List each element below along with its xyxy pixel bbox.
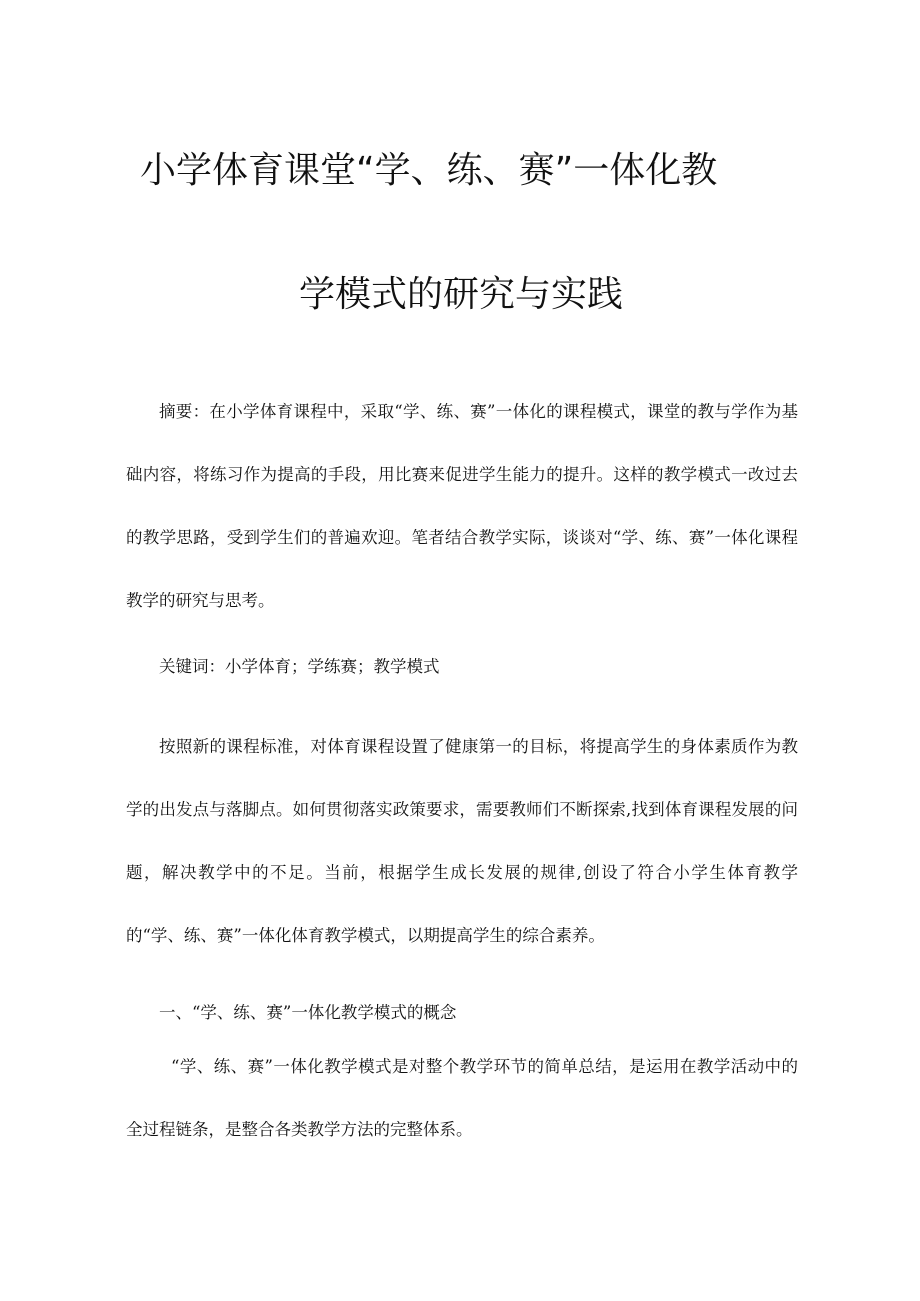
abstract-paragraph: 摘要：在小学体育课程中，采取“学、练、赛”一体化的课程模式，课堂的教与学作为基础内容，将练习作为提高的手段，用比赛来促进学生能力的提升。这样的教学模式一改过去的教学思路，受到学生们的普遍欢迎。笔者结合教学实际，谈谈对“学、练、赛”一体化课程教学的研究与思考。 [126, 402, 798, 610]
document-title-line-1: 小学体育课堂“学、练、赛”一体化教 [140, 150, 718, 191]
section-1-paragraph: “学、练、赛”一体化教学模式是对整个教学环节的简单总结，是运用在教学活动中的全过程链条，是整合各类教学方法的完整体系。 [126, 1057, 798, 1139]
section-heading-1: 一、“学、练、赛”一体化教学模式的概念 [159, 1003, 457, 1022]
intro-paragraph: 按照新的课程标准，对体育课程设置了健康第一的目标，将提高学生的身体素质作为教学的出发点与落脚点。如何贯彻落实政策要求，需要教师们不断探索,找到体育课程发展的问题，解决教学中的不足。当前，根据学生成长发展的规律,创设了符合小学生体育教学的“学、练、赛”一体化体育教学模式，以期提高学生的综合素养。 [126, 737, 798, 945]
document-title-line-2: 学模式的研究与实践 [299, 274, 624, 315]
keywords-paragraph: 关键词：小学体育；学练赛；教学模式 [159, 657, 440, 676]
